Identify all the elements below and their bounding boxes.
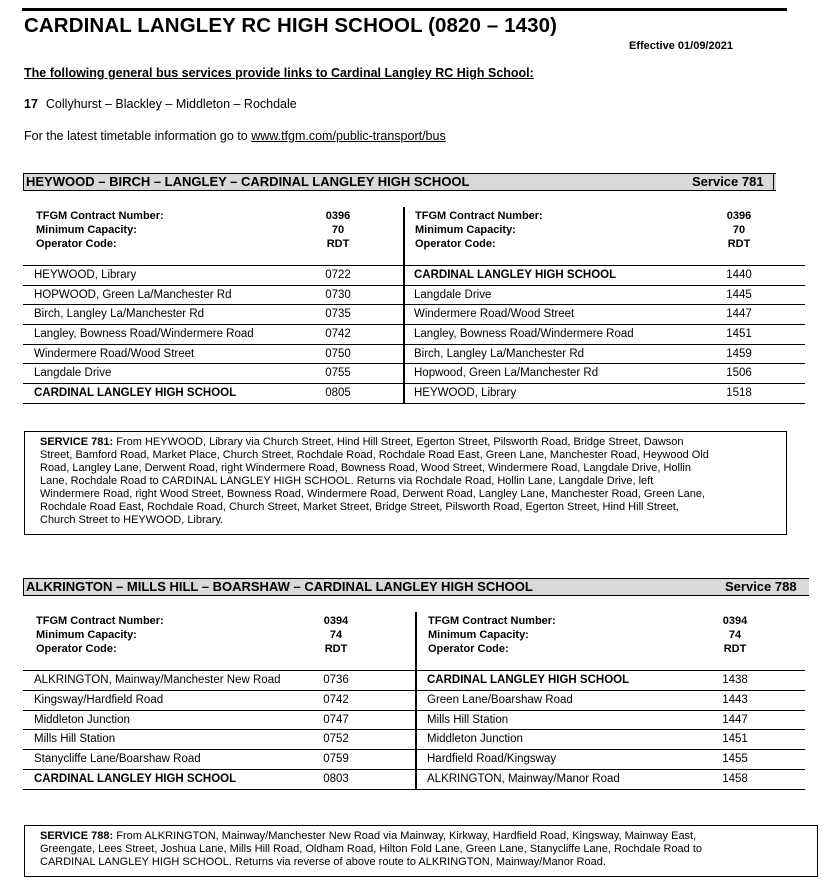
info-prefix: For the latest timetable information go to: [24, 129, 252, 143]
service-781-contract-info: [0, 209, 829, 253]
stop-name: HEYWOOD, Library: [414, 387, 517, 399]
stop-name: Birch, Langley La/Manchester Rd: [34, 308, 205, 320]
stop-time: 0750: [325, 348, 351, 360]
desc-line: From ALKRINGTON, Mainway/Manchester New Road via Mainway, Kirkway, Hardfield Road, Kingsway, Mainway East,: [113, 830, 697, 842]
stop-time: 0730: [325, 289, 351, 301]
intro-heading: The following general bus services provide links to Cardinal Langley RC High School:: [24, 66, 534, 80]
general-route: [24, 97, 297, 111]
stop-name: Middleton Junction: [34, 714, 130, 726]
desc-line: Rochdale Road East, Rochdale Road, Church Street, Market Street, Bridge Street, Pilsworth Road, Egerton Street, Hind Hill Street,: [40, 501, 679, 513]
stop-name: Windermere Road/Wood Street: [414, 308, 575, 320]
capacity-label: Minimum Capacity:: [428, 629, 529, 641]
capacity-value: 74: [329, 629, 343, 641]
capacity-label: Minimum Capacity:: [36, 629, 137, 641]
operator-label: Operator Code:: [36, 238, 117, 250]
top-rule: [22, 8, 787, 11]
capacity-value: 70: [732, 224, 746, 236]
stop-time: 1447: [726, 308, 752, 320]
timetable-row: [0, 671, 829, 691]
capacity-value: 74: [728, 629, 742, 641]
stop-name: Mills Hill Station: [34, 733, 116, 745]
stop-time: 1458: [722, 773, 748, 785]
timetable-row: [0, 325, 829, 345]
stop-time: 1506: [726, 367, 752, 379]
contract-label: TFGM Contract Number:: [428, 615, 556, 627]
stop-name: Langley, Bowness Road/Windermere Road: [414, 328, 634, 340]
desc-line: Road, Langley Lane, Derwent Road, right Windermere Road, Bowness Road, Wood Street, Windermere Road, Langdale Drive, Hollin: [40, 462, 691, 474]
desc-label: SERVICE 788:: [40, 830, 114, 842]
service-788-header: [23, 578, 809, 596]
service-781-header: [23, 173, 776, 191]
stop-name: Kingsway/Hardfield Road: [34, 694, 164, 706]
desc-line: Windermere Road, right Wood Street, Bowness Road, Windermere Road, Derwent Road, Langley Lane, Manchester Road, Green Lane,: [40, 488, 706, 500]
timetable-info: [24, 129, 446, 143]
timetable-row: [0, 364, 829, 384]
stop-name: Langdale Drive: [414, 289, 492, 301]
stop-time: 0803: [323, 773, 349, 785]
stop-name: HOPWOOD, Green La/Manchester Rd: [34, 289, 232, 301]
stop-name: Hardfield Road/Kingsway: [427, 753, 557, 765]
desc-line: Church Street to HEYWOOD, Library.: [40, 514, 224, 526]
stop-time: 0742: [323, 694, 349, 706]
stop-time: 1443: [722, 694, 748, 706]
timetable-row: [0, 750, 829, 770]
stop-time: 0747: [323, 714, 349, 726]
stop-time: 1518: [726, 387, 752, 399]
timetable-row: [0, 691, 829, 711]
service-781-header-end: [773, 173, 774, 191]
route-text: Collyhurst – Blackley – Middleton – Rochdale: [45, 97, 297, 111]
stop-time: 0755: [325, 367, 351, 379]
stop-name: CARDINAL LANGLEY HIGH SCHOOL: [34, 773, 237, 785]
stop-time: 1438: [722, 674, 748, 686]
stop-name: Green Lane/Boarshaw Road: [427, 694, 573, 706]
stop-time: 1440: [726, 269, 752, 281]
stop-name: CARDINAL LANGLEY HIGH SCHOOL: [34, 387, 237, 399]
stop-name: Windermere Road/Wood Street: [34, 348, 195, 360]
service-781-title: HEYWOOD – BIRCH – LANGLEY – CARDINAL LANGLEY HIGH SCHOOL: [26, 174, 470, 189]
stop-name: CARDINAL LANGLEY HIGH SCHOOL: [414, 269, 617, 281]
contract-label: TFGM Contract Number:: [415, 210, 543, 222]
stop-name: Middleton Junction: [427, 733, 523, 745]
contract-value: 0396: [726, 210, 752, 222]
stop-time: 1455: [722, 753, 748, 765]
contract-label: TFGM Contract Number:: [36, 615, 164, 627]
stop-time: 0805: [325, 387, 351, 399]
stop-time: 0742: [325, 328, 351, 340]
stop-name: Mills Hill Station: [427, 714, 509, 726]
stop-time: 0759: [323, 753, 349, 765]
stop-time: 0752: [323, 733, 349, 745]
page-title: CARDINAL LANGLEY RC HIGH SCHOOL (0820 – 1430): [24, 14, 558, 37]
service-788-number: Service 788: [725, 579, 797, 594]
operator-label: Operator Code:: [415, 238, 496, 250]
operator-value: RDT: [723, 643, 747, 655]
timetable-row: [0, 286, 829, 306]
timetable-row: [0, 345, 829, 365]
stop-name: ALKRINGTON, Mainway/Manchester New Road: [34, 674, 281, 686]
capacity-label: Minimum Capacity:: [415, 224, 516, 236]
service-781-number: Service 781: [692, 174, 764, 189]
desc-line: CARDINAL LANGLEY HIGH SCHOOL. Returns via reverse of above route to ALKRINGTON, Mainway/Manor Road.: [40, 856, 606, 868]
operator-label: Operator Code:: [428, 643, 509, 655]
timetable-row: [0, 770, 829, 790]
desc-line: Street, Bamford Road, Market Place, Church Street, Rochdale Road, Rochdale Road East, Green Lane, Manchester Road, Heywood Old: [40, 449, 709, 461]
timetable-row: [0, 730, 829, 750]
service-788-title: ALKRINGTON – MILLS HILL – BOARSHAW – CARDINAL LANGLEY HIGH SCHOOL: [26, 579, 533, 594]
desc-line: From HEYWOOD, Library via Church Street, Hind Hill Street, Egerton Street, Pilsworth Road, Bridge Street, Dawson: [113, 436, 684, 448]
capacity-label: Minimum Capacity:: [36, 224, 137, 236]
timetable-row: [0, 266, 829, 286]
service-788-description: [24, 825, 818, 877]
stop-name: Stanycliffe Lane/Boarshaw Road: [34, 753, 201, 765]
contract-value: 0396: [325, 210, 351, 222]
operator-value: RDT: [326, 238, 350, 250]
service-781-description: [24, 431, 787, 535]
stop-name: Langdale Drive: [34, 367, 112, 379]
stop-time: 1451: [722, 733, 748, 745]
route-number: 17: [24, 97, 38, 111]
stop-time: 0722: [325, 269, 351, 281]
stop-time: 1451: [726, 328, 752, 340]
operator-value: RDT: [727, 238, 751, 250]
desc-line: Lane, Rochdale Road to CARDINAL LANGLEY HIGH SCHOOL. Returns via Rochdale Road, Hollin Lane, Langdale Drive, left: [40, 475, 654, 487]
stop-name: Langley, Bowness Road/Windermere Road: [34, 328, 254, 340]
stop-time: 0736: [323, 674, 349, 686]
operator-label: Operator Code:: [36, 643, 117, 655]
timetable-row: [0, 305, 829, 325]
contract-value: 0394: [323, 615, 349, 627]
operator-value: RDT: [324, 643, 348, 655]
stop-name: Birch, Langley La/Manchester Rd: [414, 348, 585, 360]
contract-label: TFGM Contract Number:: [36, 210, 164, 222]
timetable-link[interactable]: www.tfgm.com/public-transport/bus: [251, 129, 446, 143]
capacity-value: 70: [331, 224, 345, 236]
stop-time: 1445: [726, 289, 752, 301]
timetable-row: [0, 711, 829, 731]
timetable-row: [0, 384, 829, 404]
stop-time: 1459: [726, 348, 752, 360]
stop-name: HEYWOOD, Library: [34, 269, 137, 281]
desc-line: Greengate, Lees Street, Joshua Lane, Mills Hill Road, Oldham Road, Hilton Fold Lane, Green Lane, Stanycliffe Lane, Rochdale Road to: [40, 843, 703, 855]
stop-time: 1447: [722, 714, 748, 726]
stop-name: ALKRINGTON, Mainway/Manor Road: [427, 773, 620, 785]
effective-date: Effective 01/09/2021: [629, 40, 733, 52]
stop-name: CARDINAL LANGLEY HIGH SCHOOL: [427, 674, 630, 686]
desc-label: SERVICE 781:: [40, 436, 114, 448]
stop-name: Hopwood, Green La/Manchester Rd: [414, 367, 599, 379]
stop-time: 0735: [325, 308, 351, 320]
contract-value: 0394: [722, 615, 748, 627]
